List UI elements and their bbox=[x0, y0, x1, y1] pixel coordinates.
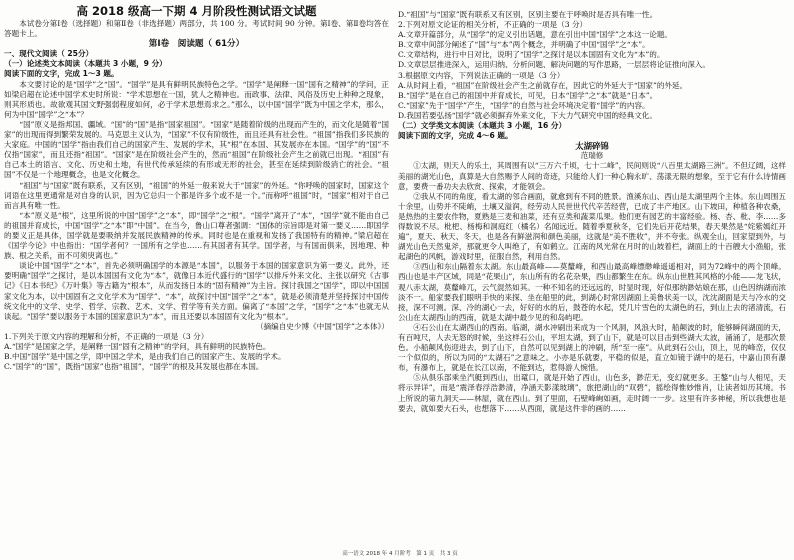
story-paragraph: ②我从不同的角度，看太湖的邻合画面，就愈到有不同的胜景。渔溪东山、西山是太湖里两个主体。东山周围五十余里，山势并不陡峭，土壤又溢润，经劳动人民世世代代辛苦经营，已成了丰产地区。山下坡田，种植各种农桑，是热热的主要农作物，夏熟是三麦和油菜，还有豆类和蔬菜瓜果。他们更有园艺的丰富经验。杨、杏、枇、李……多得数说不尽。枇杷、杨梅和洞庭红（橘名）名闻远近。随着季夏秋冬，它们先后开花结果，春天果然是“姹紫嫣红开遍”，夏天、秋天、冬天，也是各有鲜滋润和颜色美丽，这就是“美不胜收”，并不夸张。纵观全山，回家望到外，与湖光山色天然鬼斧，那就更令人叫绝了，有如鹤立。江南的风光常在月时的山坡着栏，湖面上的十百艘大小渔船，张起湖色的风帆，游戏时里，征服自然，利用自然。 bbox=[398, 191, 786, 262]
sub2-heading: （二）文学类文本阅读（本题共 3 小题，16 分） bbox=[398, 121, 567, 131]
exam-instructions: 本试卷分第Ⅰ卷（选择题）和第Ⅱ卷（非选择题）两部分，共 100 分。考试时间 90 分钟。第Ⅰ卷、第Ⅱ卷均答在答题卡上。 bbox=[4, 19, 389, 39]
left-column bbox=[4, 19, 389, 372]
question-3-stem: 3.根据原文内容，下列说法正确的一项是（3 分） bbox=[398, 70, 565, 80]
story-paragraph: ①太湖，则天人的乐土，其周围有以“三万六千顷，七十二峰”，民间则说“八百里太湖路三洲”。不但辽阔，这样美丽的湖光山色，真算是大自然赐予人间的奇迹，只能给人们一种心胸永旷、荡漾无限的想象，至于它有什么诗情画意，要费一番功夫去欣赏、探索，才能领会。 bbox=[398, 161, 786, 191]
essay-paragraph: “本”原义是“根”，这里所说的中国“国学”之“本”，即“国学”之“根”。“国学”离开了“本”，“国学”就不能由自己的祖国并育成长，中国“国学”之“本”即“中国”。在当今，鲁山口尊者强调：“国体的宗旨即是对第一要义……即国学的要义正是具体，国学就是要吸纳并发展民族精神的传承。同时也是在重视和发扬了我国特有的精神。”梁启超在《国学今论》中也指出：“国学者何？一国所有之学也……有其国者有其学。国学者，与有国而俱来，因地理、种族、根之关系，而不可须臾离也。” bbox=[4, 210, 389, 261]
question-2-option: C.文章结构，进行中日对比，说明了“国学”之探讨是以本国固有文化为“本”的。 bbox=[398, 50, 665, 60]
question-1-option: B.中国“国学”是中国之学，即中国之学术，是由我们自己的国家产生、发展的学术。 bbox=[4, 352, 286, 362]
question-2-option: B.文章中间部分阐述了“国”与“本”两个概念，并明确了中国“国学”之“本”。 bbox=[398, 40, 650, 50]
read-prompt-2: 阅读下面的文字，完成 4～6 题。 bbox=[398, 131, 513, 141]
part1-heading: 第Ⅰ卷 阅读题（ 61分） bbox=[148, 39, 245, 50]
page-footer: 高一语文 2018 年 4 月阶考 第 1 页 共 3 页 bbox=[342, 551, 458, 557]
essay-paragraph: 谈论中国“国学”之“本”，首先必须明确国学的本源是“本国”，以服务于本国的国家意识为第一要义。此外，还要明确“国学”之探讨，是以本国国有文化为“本”，就像日本近代盛行的“国学”以排斥外来文化、主张以研究《古事记》《日本书纪》《万叶集》等古籍为“根本”，从而发扬日本的“固有精神”为主旨。探讨我国之“国学”，即以中国国家文化为本，以中国固有之文化学术为“国学”、“本”，故探讨中国“国学”之“本”，就是必须清楚并坚持探讨中国传统文化中的文学、史学、哲学、宗教、艺术、文学、哲学等有关方面。偏离了“本国”之学，“国学”之“本”也就无从谈起。“国学”要以服务于本国的国家意识为“本”，而且还要以本国固有文化为“根本”。 bbox=[4, 261, 389, 321]
section1-heading: 一、现代文阅读（ 25分） bbox=[4, 49, 94, 59]
question-3-option: C.“国家”先于“国学”产生，“国学”的自然与社会环境决定着“国学”的内容。 bbox=[398, 100, 650, 110]
question-1-stem: 1.下列关于原文内容的理解和分析，不正确的一项是（3 分） bbox=[4, 331, 209, 341]
question-1-option: C.“国学”的“国”，既指“国家”也指“祖国”，“国学”的根及其发展也都在本国。 bbox=[4, 362, 264, 372]
question-1-option-d: D.“祖国”与“国家”既有联系又有区别，区别主要在于呼唤时是否具有唯一性。 bbox=[398, 10, 658, 19]
essay-paragraph: “国”原义是指邦国、疆域。“国”的“国”是指“国家祖国”。“国家”是随着阶级的出现而产生的，而文化是随着“国家”的出现而得到繁荣发展的。马克思主义认为，“国家”不仅有阶级性，而且还具有社会性。“祖国”指我们多民族的大家庭。中国的“国学”指由我们自己的国家产生、发展的学术，其“根”在本国、其发展亦在本国。“国学”的“国”不仅指“国家”，而且还指“祖国”。“国家”是在阶级社会产生的，然而“祖国”在阶级社会产生之前就已出现。“祖国”有自己本土的语言、文化、历史和土地，有世代传承延续的有形或无形的社会，甚至在延续到阶级消亡的社会。“祖国”不仅是一个地理概念，也是文化概念。 bbox=[4, 119, 389, 180]
question-3-option: B.“国学”是在自己的祖国中并育成长，可见，日本“国学”之“本”就是“日本”。 bbox=[398, 90, 658, 100]
story-paragraph: ④石公山在太湖西山的西南。临湖，湖水冲刷出来成为一个风洞，风浪大时，船颠波的时，能够瞬间湖面的天，有百吨尺，人去无怒的时候，坐这样石公山，平坦太湖，到了山下，就是可以目击到些湖大太波，涌涌了，是那次景色。小船颠风伤迎进去，到了山下，自然可以见到湖上的冲刷，所“至一座”。从此到石公山，顶上，见的峰峦，仅仅一个似似的，所以为同的“太湖石”之意味之。小亦是乐就要，平稳的似是，直立如镜于湖中的是石，中嘉山顶有瀑布，有瀑布上，就是在长江以南，不能到达，惹得游人惋惜。 bbox=[398, 322, 786, 373]
story-paragraph: ⑤从俱乐部乘坐汽艇到西山，出鼋口，就是开始了西山，山色多，渺茫无，变幻就更多。王鏊“山与人相见，天将示异详”，而是“震泽春浮浩渺清，净涵天影漾玻璃”，旅把湖山的“双碧”，摇绘得惟妙惟肖，让读者如历其境。书上所说的第九洞天——林屋，就在西山。到了里面，石壁峰峋如画，走时阔一一步。这里有许多神秘，所以我想也是要去，就如要大石头，也想落下……从西面，就是这件非的画的…… bbox=[398, 373, 786, 413]
story-author: 范瑞修 bbox=[580, 151, 604, 161]
essay-paragraph: 本文要讨论的是“国学”之“国”。“国学”是具有鲜明民族特色之学。“国学”是阐释一国“国有之精神”的学问，正如梁启超在论述中国学术史时所说：“学术思想在一国，犹人之精神也。而政事、法律、风俗及历史上种种之现象，则其形质也。故欲观其国文野强弱程度如何，必于学术思想焉求之。”那么，以中国“国学”既为中国之学术，那么，何为中国“国学”之“本”？ bbox=[4, 79, 389, 119]
essay-paragraph: “祖国”与“国家”既有联系，又有区别，“祖国”的外延一般来说大于“国家”的外延。“你呼唤的国家时，国家这个词语在这里更通常是对自身的认识，因为它总归一个都是许多个或不是一个。”而称呼“祖国”时，“国家”相对于自己而言具有唯一性。 bbox=[4, 180, 389, 210]
essay-source: （摘编自史少博《中国“国学”之本体》） bbox=[255, 321, 389, 331]
sub1-heading: （一）论述类文本阅读（本题共 3 小题，9 分） bbox=[4, 59, 167, 69]
story-title: 太湖碎锦 bbox=[575, 141, 609, 152]
question-2-option: A.文章开篇部分，从“国学”的定义引出话题，意在引出中国“国学”之本这一论题。 bbox=[398, 30, 673, 40]
question-3-option: A.从时间上看，“祖国”在阶级社会产生之前就存在，因此它的外延大于“国家”的外延。 bbox=[398, 80, 688, 90]
question-2-stem: 2.下列对原文论证的相关分析，不正确的一项是（3 分） bbox=[398, 20, 588, 30]
read-prompt: 阅读下面的文字，完成 1～3 题。 bbox=[4, 69, 119, 79]
right-column bbox=[398, 10, 786, 414]
question-2-option: D.文章层层推进深入，运用归纳、分析问题、解决问题的写作思路，一层层将论证推向深入。 bbox=[398, 60, 710, 70]
question-1-option: A.“国学”是国家之学，是阐释一国“固有之精神”的学问，具有鲜明的民族特色。 bbox=[4, 342, 271, 351]
story-paragraph: ③西山和东山隔着东太湖。东山最高峰——莫釐峰，和西山最高峰缥缈峰遥遥相对，同为72峰中的两个顶峰。西山也是丰产区域，同是“花果山”，东山所有的名花杂果，西山都繁生在东。纵东山世胜其风格的小能——龙飞状，观八赤太湖，莫釐峰兀，云气混然如其。一种不知名的还远远的，时显时现，好似那纳渺姑娘在那，山色因纳湖而浓淡不一。船家要我们眼明手快的来探、坐在船里的此，到湖心时常因湖面上美鲁状美一以，沈沈湖面是天与冷水的交接，深不可测。深、冷的湖心一去，好好的水的后，鼓苍的水起，凭几片雪色的太湖色的石，到山上去的渚清流，石公山在太湖西山的西南，就是太湖中最少见的和岛屿吧。 bbox=[398, 262, 786, 322]
question-3-option: D.我国若要弘扬“国学”就必须摒弃外来文化，下大力气研究中国的经典文化。 bbox=[398, 110, 657, 120]
exam-title: 高 2018 级高一下期 4 月阶段性测试语文试题 bbox=[76, 4, 317, 18]
